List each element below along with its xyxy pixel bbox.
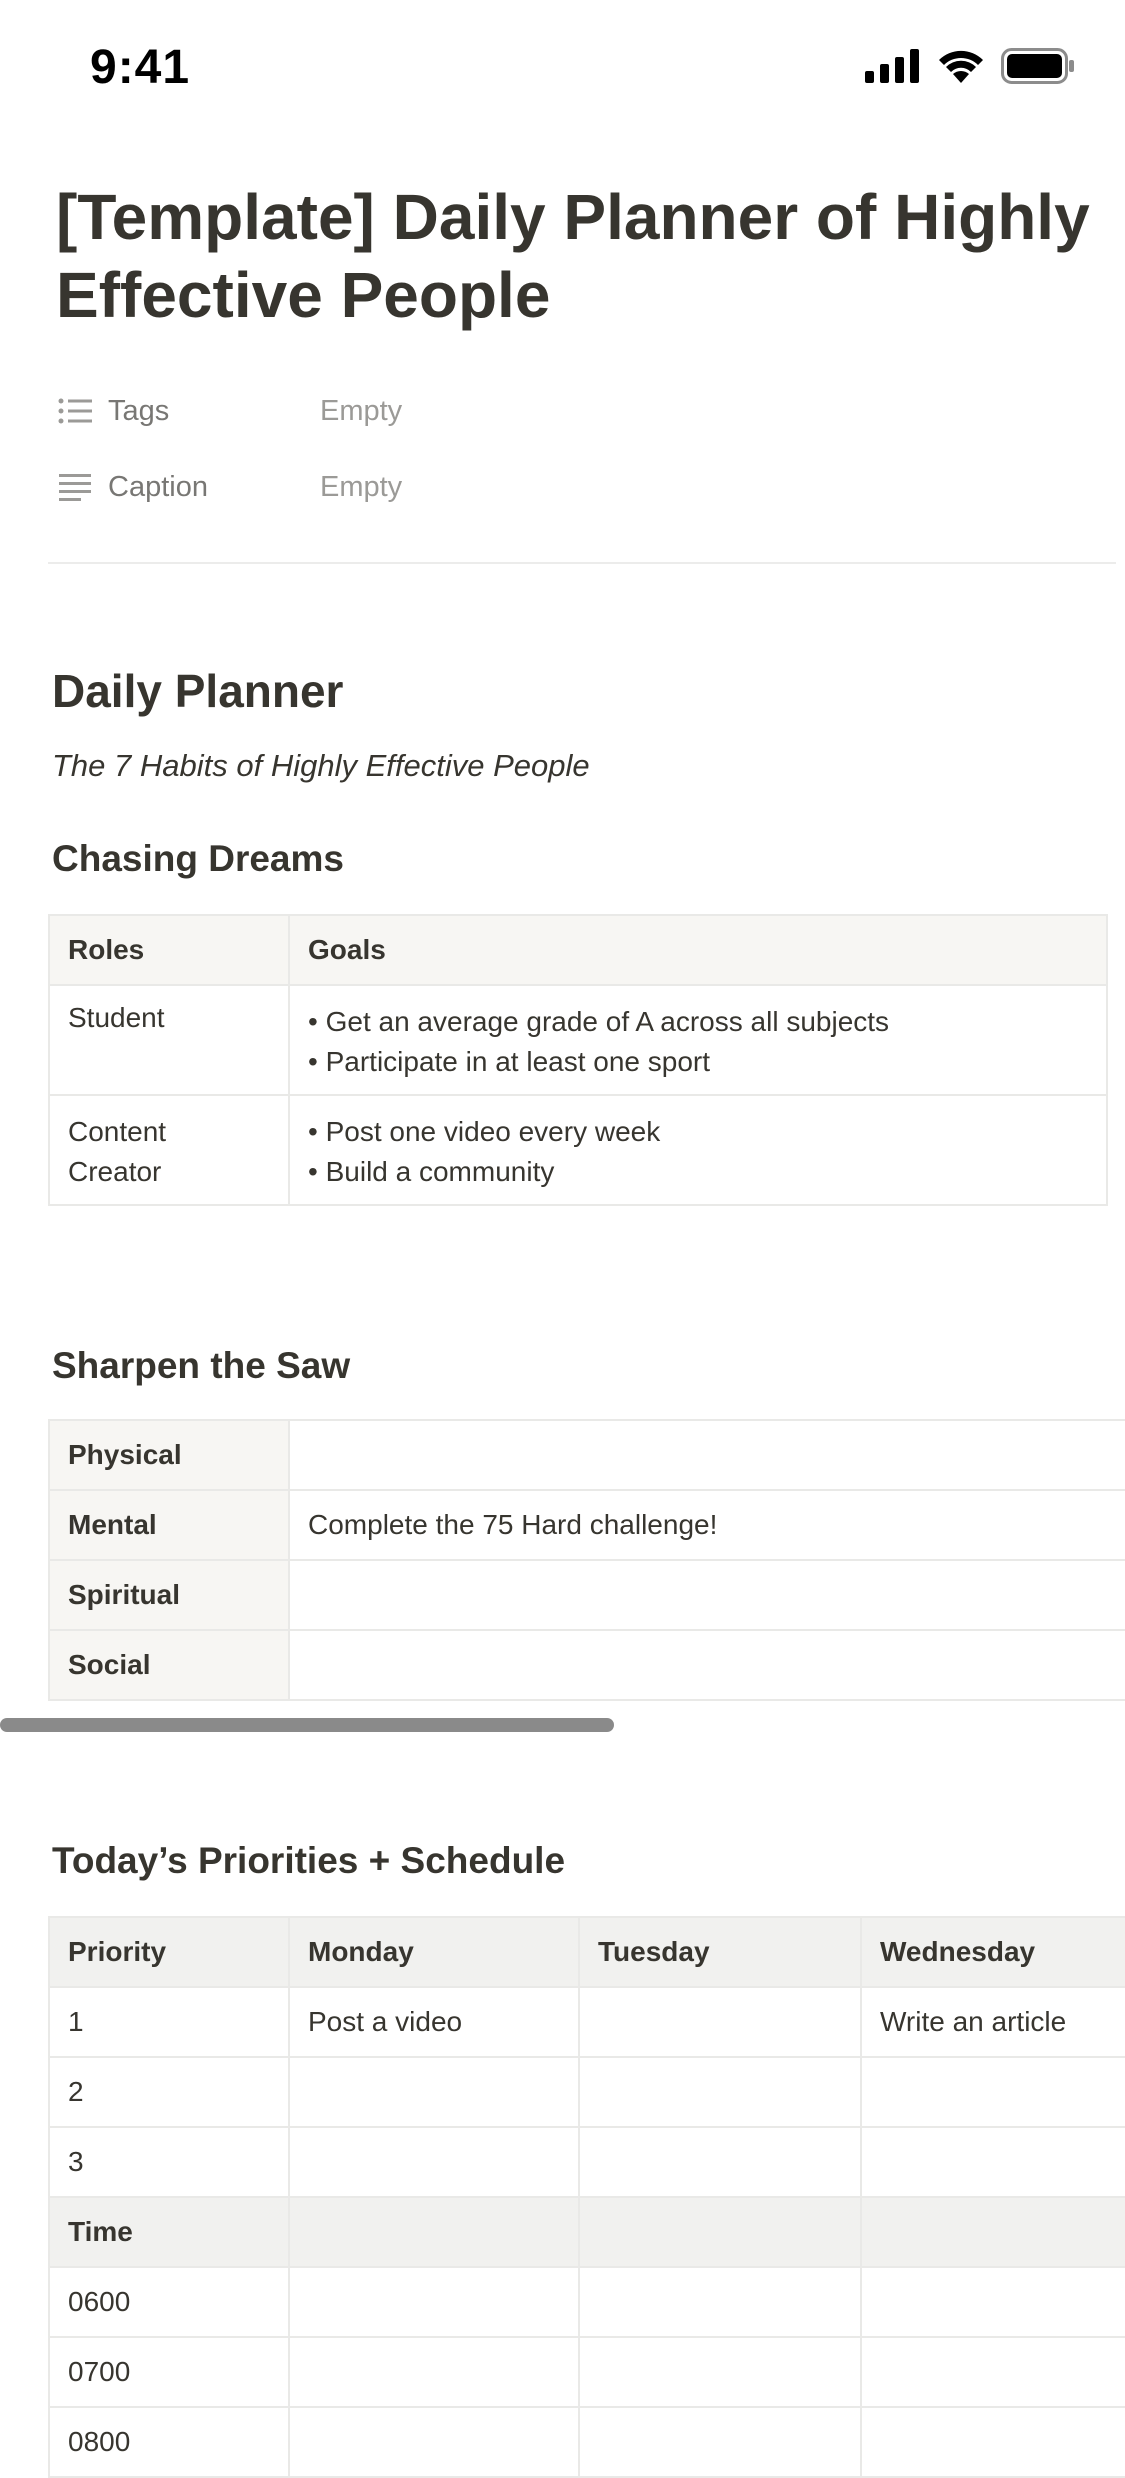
table-cell[interactable] [861, 2197, 1125, 2267]
table-row [49, 1420, 1125, 1490]
table-cell[interactable] [289, 2197, 579, 2267]
role-cell[interactable]: Student [49, 985, 289, 1095]
table-cell[interactable] [289, 2407, 579, 2477]
table-cell[interactable] [289, 2267, 579, 2337]
heading-chasing-dreams: Chasing Dreams [52, 838, 344, 879]
role-line: Creator [68, 1156, 162, 1187]
table-row [49, 2407, 1125, 2477]
table-row [49, 2267, 1125, 2337]
role-line: Content [68, 1116, 167, 1147]
goals-cell[interactable] [289, 1095, 1107, 1205]
table-cell[interactable]: Time [49, 2197, 289, 2267]
row-label-cell[interactable]: Physical [49, 1420, 289, 1490]
table-cell[interactable] [289, 2057, 579, 2127]
table-cell[interactable]: Write an article [861, 1987, 1125, 2057]
property-name: Caption [108, 470, 208, 503]
table-section-row [49, 2197, 1125, 2267]
sharpen-the-saw-table [48, 1419, 1125, 1701]
priorities-schedule-table [48, 1916, 1125, 2478]
table-row [49, 2057, 1125, 2127]
table-cell[interactable] [579, 2267, 861, 2337]
table-cell[interactable] [579, 2337, 861, 2407]
role-cell[interactable] [49, 1095, 289, 1205]
status-bar [0, 0, 1125, 140]
row-label-cell[interactable]: Spiritual [49, 1560, 289, 1630]
header-cell[interactable]: Goals [289, 915, 1107, 985]
horizontal-scrollbar[interactable] [0, 1718, 614, 1732]
table-header-row [49, 915, 1107, 985]
goals-list [308, 1002, 1088, 1082]
value-cell[interactable] [289, 1560, 1125, 1630]
table-row [49, 2127, 1125, 2197]
table-cell[interactable]: 1 [49, 1987, 289, 2057]
status-icons [865, 48, 1075, 84]
table-cell[interactable] [861, 2407, 1125, 2477]
table-cell[interactable] [579, 2057, 861, 2127]
list-icon [58, 394, 98, 428]
table-row [49, 1987, 1125, 2057]
table-cell[interactable] [579, 2197, 861, 2267]
text-lines-icon [58, 470, 98, 504]
table-row [49, 1560, 1125, 1630]
value-cell[interactable]: Complete the 75 Hard challenge! [289, 1490, 1125, 1560]
goals-cell[interactable] [289, 985, 1107, 1095]
header-cell[interactable]: Priority [49, 1917, 289, 1987]
header-cell[interactable]: Roles [49, 915, 289, 985]
battery-icon [1001, 48, 1075, 84]
table-cell[interactable] [289, 2127, 579, 2197]
property-value[interactable]: Empty [320, 470, 403, 503]
goal-item: • Participate in at least one sport [308, 1042, 1088, 1082]
table-row [49, 2337, 1125, 2407]
table-cell[interactable]: 3 [49, 2127, 289, 2197]
property-value[interactable]: Empty [320, 394, 403, 427]
heading-priorities-schedule: Today’s Priorities + Schedule [52, 1840, 566, 1881]
table-row [49, 1095, 1107, 1205]
table-cell[interactable] [579, 1987, 861, 2057]
signal-icon [865, 49, 921, 83]
table-cell[interactable] [579, 2127, 861, 2197]
table-cell[interactable]: 0800 [49, 2407, 289, 2477]
heading-sharpen-the-saw: Sharpen the Saw [52, 1345, 351, 1386]
goal-item: • Get an average grade of A across all subjects [308, 1002, 1088, 1042]
table-cell[interactable] [861, 2267, 1125, 2337]
chasing-dreams-table [48, 914, 1108, 1206]
page-title: [Template] Daily Planner of Highly Effective People [56, 181, 1090, 331]
header-cell[interactable]: Wednesday [861, 1917, 1125, 1987]
property-tags[interactable] [58, 386, 402, 436]
goal-item: • Post one video every week [308, 1112, 1088, 1152]
table-header-row [49, 1917, 1125, 1987]
goal-item: • Build a community [308, 1152, 1088, 1192]
header-cell[interactable]: Tuesday [579, 1917, 861, 1987]
table-cell[interactable]: 2 [49, 2057, 289, 2127]
value-cell[interactable] [289, 1420, 1125, 1490]
value-cell[interactable] [289, 1630, 1125, 1700]
table-cell[interactable] [861, 2057, 1125, 2127]
row-label-cell[interactable]: Mental [49, 1490, 289, 1560]
table-cell[interactable] [861, 2337, 1125, 2407]
table-cell[interactable]: Post a video [289, 1987, 579, 2057]
table-cell[interactable]: 0700 [49, 2337, 289, 2407]
heading-daily-planner: Daily Planner [52, 665, 344, 717]
property-name: Tags [108, 394, 170, 427]
goals-list [308, 1112, 1088, 1192]
table-cell[interactable] [289, 2337, 579, 2407]
wifi-icon [937, 49, 985, 83]
divider [48, 562, 1116, 564]
subtitle: The 7 Habits of Highly Effective People [52, 748, 590, 783]
table-row [49, 985, 1107, 1095]
status-time: 9:41 [90, 41, 191, 94]
row-label-cell[interactable]: Social [49, 1630, 289, 1700]
table-row [49, 1630, 1125, 1700]
table-cell[interactable] [861, 2127, 1125, 2197]
header-cell[interactable]: Monday [289, 1917, 579, 1987]
property-caption[interactable] [58, 462, 402, 512]
table-cell[interactable]: 0600 [49, 2267, 289, 2337]
table-cell[interactable] [579, 2407, 861, 2477]
table-row [49, 1490, 1125, 1560]
